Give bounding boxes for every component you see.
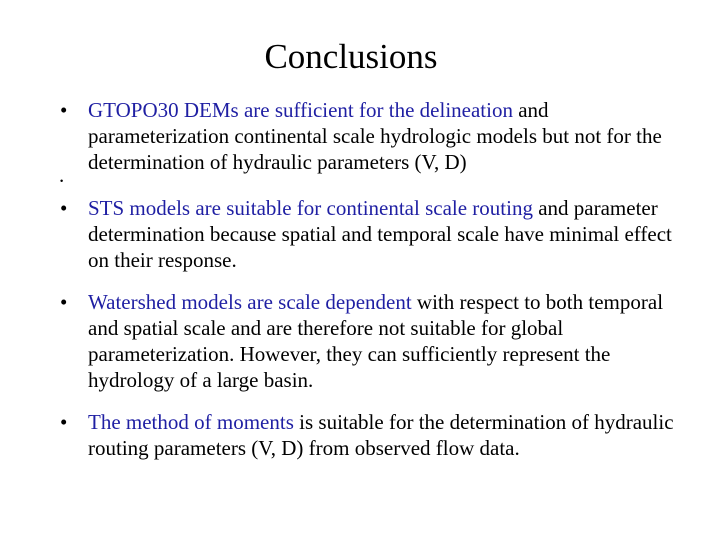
bullet-marker: • [60,98,68,122]
bullet-rest: and parameterization continental scale hydrologic models but not for the determination of hydraulic parameters (V, D) [88,98,662,174]
bullet-rest: with respect to both temporal and spatial scale and are therefore not suitable for global parameterization. However, they can sufficiently represent the hydrology of a large basin. [88,290,664,392]
slide-title: Conclusions [264,37,438,76]
bullet-item-4 [60,409,690,461]
bullet-item-3 [60,289,690,393]
bullet-marker: • [60,290,68,314]
bullet-highlight: The method of moments [88,410,294,434]
bullet-rest: and parameter determination because spatial and temporal scale have minimal effect on their response. [88,196,672,272]
bullet-marker: • [60,196,68,220]
bullet-text [88,289,690,393]
bullet-text [88,195,690,273]
bullet-highlight: GTOPO30 DEMs are sufficient for the delineation [88,98,513,122]
bullet-highlight: STS models are suitable for continental scale routing [88,196,533,220]
bullet-item-1 [60,97,690,175]
bullet-rest: is suitable for the determination of hydraulic routing parameters (V, D) from observed flow data. [88,410,674,460]
bullet-highlight: Watershed models are scale dependent [88,290,412,314]
bullet-item-2 [60,195,690,273]
bullet-text [88,409,690,461]
bullet-marker: • [60,410,68,434]
stray-mark: . [59,163,65,187]
bullet-text [88,97,690,175]
